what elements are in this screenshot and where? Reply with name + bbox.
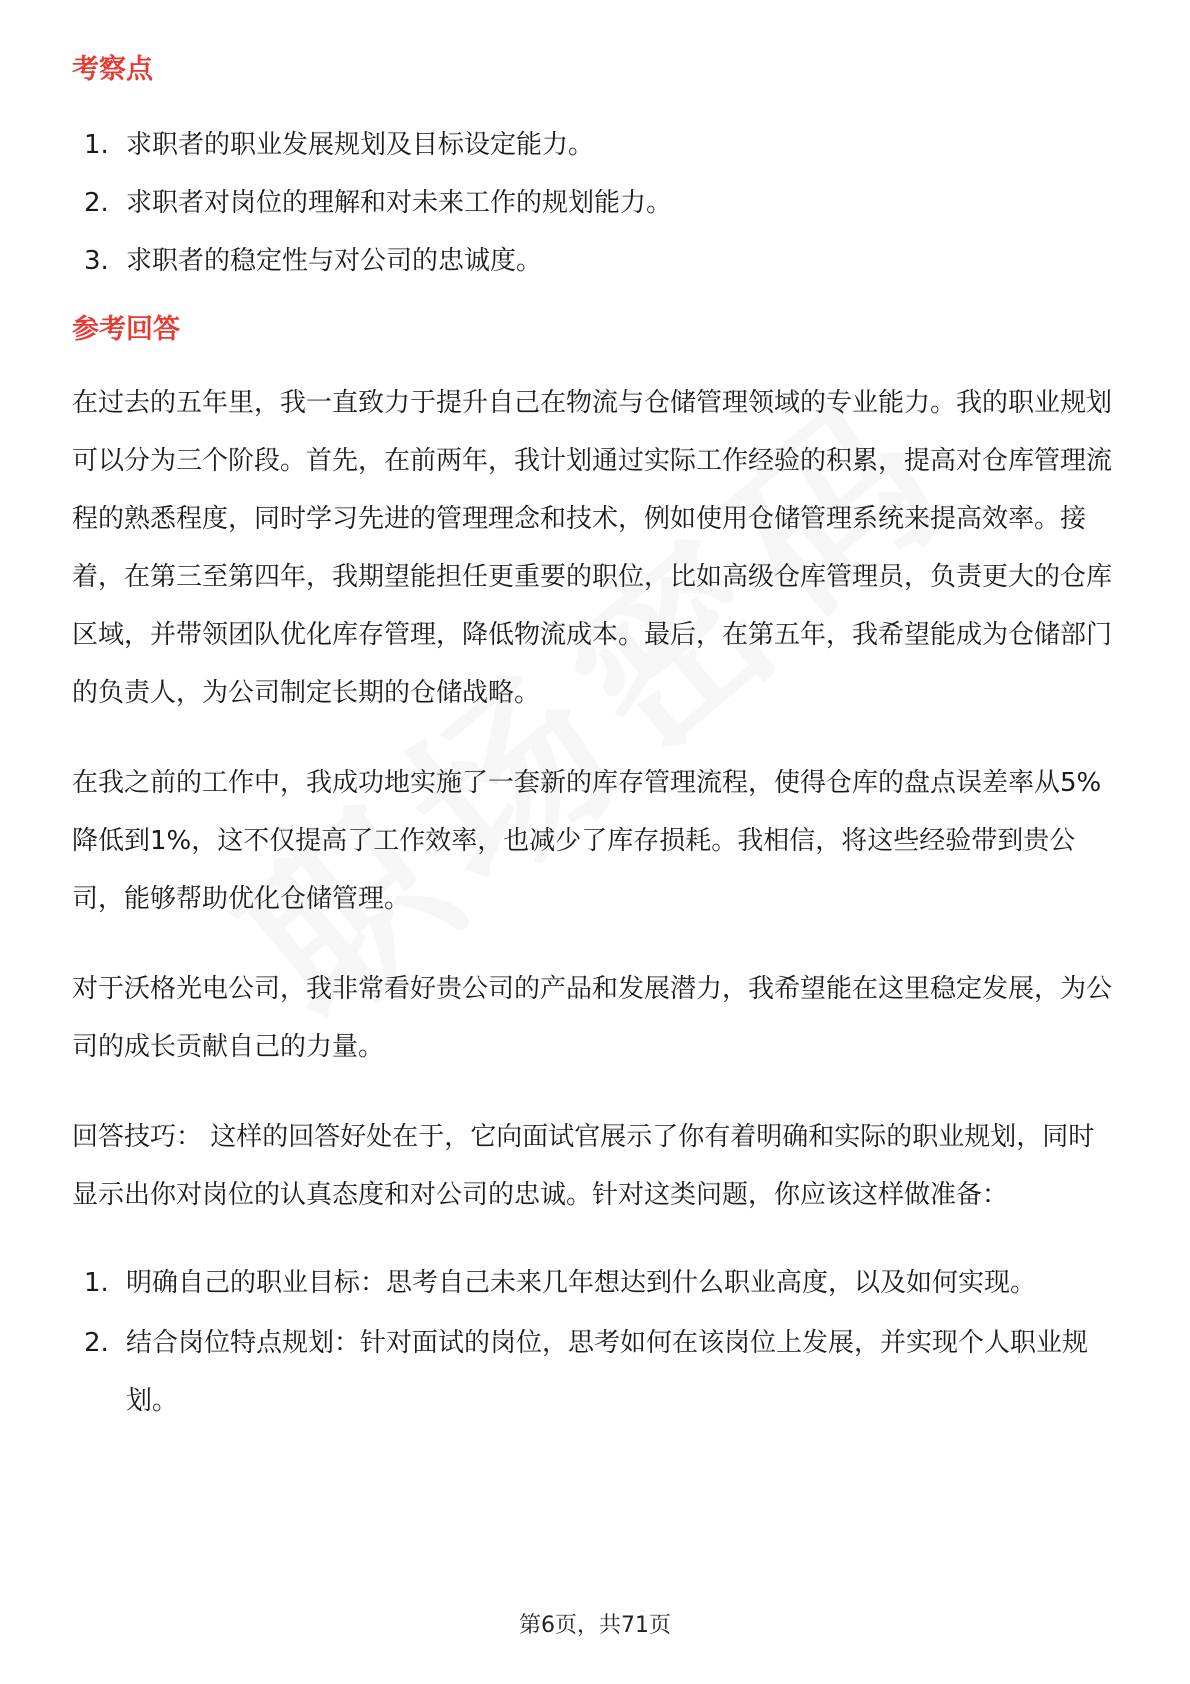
- kaochadian-list: [72, 116, 1118, 290]
- section-title-cankao: 参考回答: [72, 314, 180, 345]
- list-item-text: 求职者的职业发展规划及目标设定能力。: [126, 130, 595, 160]
- list-item: [72, 232, 1118, 290]
- list-number: 2.: [84, 1328, 109, 1358]
- list-number: 1.: [84, 130, 109, 160]
- page-footer: 第6页，共71页: [519, 1613, 671, 1638]
- answer-paragraph-3: 对于沃格光电公司，我非常看好贵公司的产品和发展潜力，我希望能在这里稳定发展，为公司的成长贡献自己的力量。: [72, 974, 1113, 1062]
- list-number: 3.: [84, 246, 109, 276]
- list-item: [72, 1314, 1118, 1430]
- list-item: [72, 1254, 1118, 1312]
- section-title-kaochadian: 考察点: [72, 54, 153, 85]
- tips-list: [72, 1254, 1118, 1430]
- answer-paragraph-1: 在过去的五年里，我一直致力于提升自己在物流与仓储管理领域的专业能力。我的职业规划可以分为三个阶段。首先，在前两年，我计划通过实际工作经验的积累，提高对仓库管理流程的熟悉程度，同时学习先进的管理理念和技术，例如使用仓储管理系统来提高效率。接着，在第三至第四年，我期望能担任更重要的职位，比如高级仓库管理员，负责更大的仓库区域，并带领团队优化库存管理，降低物流成本。最后，在第五年，我希望能成为仓储部门的负责人，为公司制定长期的仓储战略。: [72, 388, 1113, 708]
- list-item: [72, 116, 1118, 174]
- list-item-text: 结合岗位特点规划：针对面试的岗位，思考如何在该岗位上发展，并实现个人职业规划。: [126, 1328, 1089, 1416]
- page-content: [72, 44, 1118, 1432]
- answer-paragraph-2: 在我之前的工作中，我成功地实施了一套新的库存管理流程，使得仓库的盘点误差率从5%降低到1%，这不仅提高了工作效率，也减少了库存损耗。我相信，将这些经验带到贵公司，能够帮助优化仓储管理。: [72, 768, 1102, 914]
- list-number: 2.: [84, 188, 109, 218]
- list-item-text: 求职者的稳定性与对公司的忠诚度。: [126, 246, 543, 276]
- answer-tips-paragraph: 回答技巧： 这样的回答好处在于，它向面试官展示了你有着明确和实际的职业规划，同时显示出你对岗位的认真态度和对公司的忠诚。针对这类问题，你应该这样做准备：: [72, 1122, 1095, 1210]
- list-item: [72, 174, 1118, 232]
- list-item-text: 明确自己的职业目标：思考自己未来几年想达到什么职业高度，以及如何实现。: [126, 1268, 1037, 1298]
- list-item-text: 求职者对岗位的理解和对未来工作的规划能力。: [126, 188, 673, 218]
- list-number: 1.: [84, 1268, 109, 1298]
